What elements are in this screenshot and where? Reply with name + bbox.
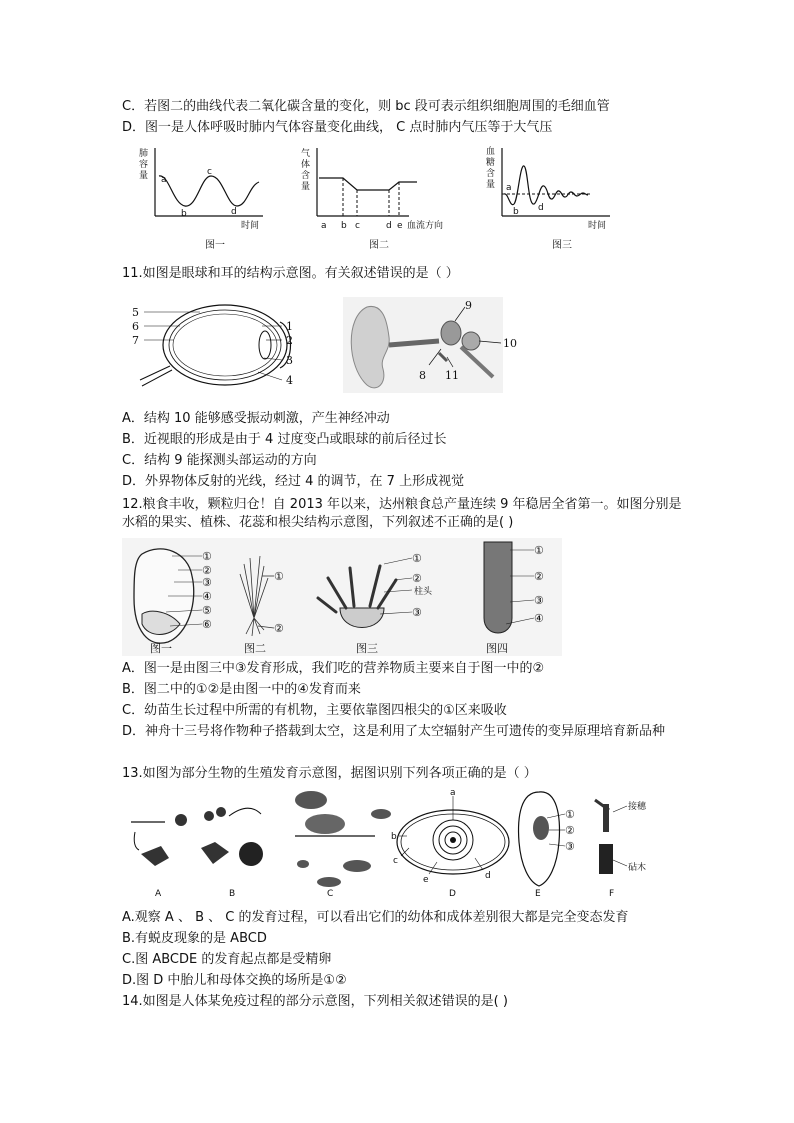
eye-label-5: 5 — [132, 306, 139, 319]
dev-d-label-e: e — [423, 875, 429, 885]
g1-ylabel-1: 肺 — [139, 149, 149, 159]
rice-f2-label-2: ② — [274, 622, 284, 635]
g3-point-b: b — [513, 207, 519, 217]
q10-option-d: D．图一是人体呼吸时肺内气体容量变化曲线， C 点时肺内气压等于大气压 — [122, 120, 553, 135]
ear-diagram — [343, 297, 528, 397]
ear-label-10: 10 — [503, 337, 517, 350]
q13-option-a: A.观察 A 、 B 、 C 的发育过程，可以看出它们的幼体和成体差别很大都是完全变态发育 — [122, 910, 629, 925]
dev-d-label-c: c — [393, 856, 398, 866]
q11-option-b: B．近视眼的形成是由于 4 过度变凸或眼球的前后径过长 — [122, 432, 447, 447]
q12-stem: 12.粮食丰收，颗粒归仓！自 2013 年以来，达州粮食总产量连续 9 年稳居全省第一。如图分别是水稻的果实、植株、花蕊和根尖结构示意图，下列叙述不正确的是( ) — [122, 497, 682, 530]
g3-point-a: a — [506, 183, 512, 193]
g2-point-e: e — [397, 221, 403, 231]
q12-option-d: D．神舟十三号将作物种子搭载到太空，这是利用了太空辐射产生可遗传的变异原理培育新品种 — [122, 724, 666, 739]
rice-f1-label-4: ④ — [202, 590, 212, 603]
q13-option-d: D.图 D 中胎儿和母体交换的场所是①② — [122, 973, 347, 988]
q11-option-c: C．结构 9 能探测头部运动的方向 — [122, 453, 317, 468]
g1-point-b: b — [181, 209, 187, 219]
rice-f4-label-1: ① — [534, 544, 544, 557]
g2-xlabel: 血流方向 — [407, 221, 444, 231]
g3-caption: 图三 — [552, 240, 572, 251]
q10-graph-3 — [482, 144, 622, 254]
rice-f4-label-3: ③ — [534, 594, 544, 607]
g1-point-c: c — [207, 167, 212, 177]
g2-point-c: c — [355, 221, 360, 231]
g1-ylabel-2: 容 — [139, 160, 149, 170]
dev-caption-e: E — [535, 889, 541, 899]
g2-ylabel-3: 含 — [301, 171, 311, 181]
q13-option-b: B.有蜕皮现象的是 ABCD — [122, 931, 267, 946]
dev-d-label-d: d — [485, 871, 491, 881]
rice-f4-label-4: ④ — [534, 612, 544, 625]
g1-point-d: d — [231, 207, 237, 217]
g1-caption: 图一 — [205, 240, 225, 251]
g3-ylabel-4: 量 — [486, 180, 496, 190]
q11-option-d: D．外界物体反射的光线，经过 4 的调节，在 7 上形成视觉 — [122, 474, 465, 489]
q11-option-a: A．结构 10 能够感受振动刺激，产生神经冲动 — [122, 411, 390, 426]
rice-caption-1: 图一 — [150, 642, 172, 655]
g3-ylabel-2: 糖 — [486, 158, 496, 168]
g3-ylabel-1: 血 — [486, 147, 496, 157]
rice-f1-label-5: ⑤ — [202, 604, 212, 617]
rice-caption-4: 图四 — [486, 642, 508, 655]
rice-caption-2: 图二 — [244, 642, 266, 655]
g1-ylabel-3: 量 — [139, 171, 149, 181]
ear-label-8: 8 — [419, 369, 426, 382]
dev-e-label-3: ③ — [565, 840, 575, 853]
ear-label-11: 11 — [445, 369, 459, 382]
g1-point-a: a — [161, 175, 167, 185]
dev-f-label-scion: 接穗 — [628, 802, 647, 812]
development-diagrams — [125, 786, 665, 901]
q12-option-c: C．幼苗生长过程中所需的有机物，主要依靠图四根尖的①区来吸收 — [122, 703, 507, 718]
eye-diagram — [130, 300, 305, 390]
rice-f1-label-2: ② — [202, 564, 212, 577]
q12-option-a: A．图一是由图三中③发育形成，我们吃的营养物质主要来自于图一中的② — [122, 661, 545, 676]
q10-option-c: C．若图二的曲线代表二氧化碳含量的变化，则 bc 段可表示组织细胞周围的毛细血管 — [122, 99, 610, 114]
rice-f3-label-3: ③ — [412, 606, 422, 619]
eye-label-2: 2 — [286, 334, 293, 347]
q10-graph-2 — [297, 144, 467, 254]
q11-stem: 11.如图是眼球和耳的结构示意图。有关叙述错误的是（ ） — [122, 266, 459, 281]
eye-label-6: 6 — [132, 320, 139, 333]
dev-f-label-stock: 砧木 — [628, 863, 647, 873]
rice-f2-label-1: ① — [274, 570, 284, 583]
g2-point-a: a — [321, 221, 327, 231]
dev-e-label-1: ① — [565, 808, 575, 821]
eye-label-7: 7 — [132, 334, 139, 347]
g1-xlabel: 时间 — [241, 221, 260, 231]
rice-f1-label-3: ③ — [202, 576, 212, 589]
q13-option-c: C.图 ABCDE 的发育起点都是受精卵 — [122, 952, 332, 967]
eye-label-4: 4 — [286, 374, 293, 387]
eye-label-1: 1 — [286, 320, 293, 333]
g2-caption: 图二 — [369, 240, 389, 251]
ear-label-9: 9 — [465, 299, 472, 312]
dev-caption-c: C — [327, 889, 334, 899]
rice-f3-label-stigma: 柱头 — [414, 587, 433, 597]
g3-xlabel: 时间 — [588, 221, 607, 231]
dev-d-label-a: a — [450, 788, 456, 798]
rice-f4-label-2: ② — [534, 570, 544, 583]
rice-f3-label-2: ② — [412, 572, 422, 585]
dev-caption-a: A — [155, 889, 162, 899]
rice-f1-label-1: ① — [202, 550, 212, 563]
eye-label-3: 3 — [286, 354, 293, 367]
g2-ylabel-1: 气 — [301, 149, 311, 159]
g3-point-d: d — [538, 203, 544, 213]
g2-ylabel-2: 体 — [301, 160, 311, 170]
rice-f3-label-1: ① — [412, 552, 422, 565]
dev-d-label-b: b — [391, 832, 397, 842]
dev-caption-f: F — [609, 889, 615, 899]
g3-ylabel-3: 含 — [486, 169, 496, 179]
dev-caption-d: D — [449, 889, 456, 899]
g2-point-b: b — [341, 221, 347, 231]
dev-e-label-2: ② — [565, 824, 575, 837]
g2-point-d: d — [386, 221, 392, 231]
dev-caption-b: B — [229, 889, 236, 899]
rice-caption-3: 图三 — [356, 642, 378, 655]
q10-graph-1 — [135, 144, 275, 254]
q14-stem: 14.如图是人体某免疫过程的部分示意图，下列相关叙述错误的是( ) — [122, 994, 508, 1009]
q12-option-b: B．图二中的①②是由图一中的④发育而来 — [122, 682, 361, 697]
q13-stem: 13.如图为部分生物的生殖发育示意图，据图识别下列各项正确的是（ ） — [122, 766, 537, 781]
rice-f1-label-6: ⑥ — [202, 618, 212, 631]
rice-diagrams — [122, 538, 562, 656]
g2-ylabel-4: 量 — [301, 182, 311, 192]
